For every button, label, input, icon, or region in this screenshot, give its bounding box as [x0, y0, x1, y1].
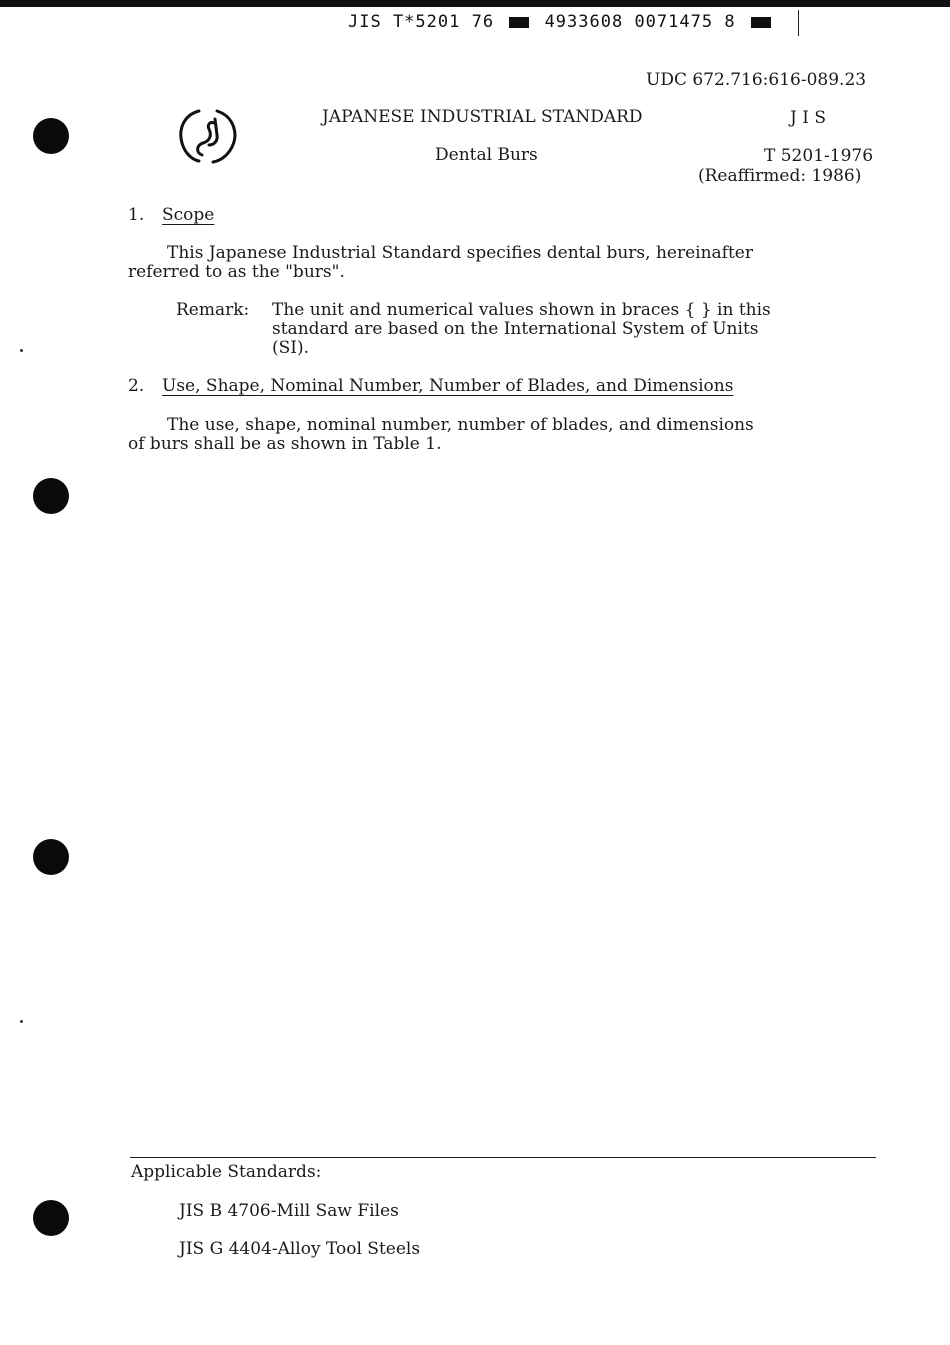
jis-label: J I S: [790, 108, 826, 128]
section-2-body-line: The use, shape, nominal number, number of blades, and dimensions: [167, 415, 754, 435]
code-strip-divider: [798, 10, 799, 36]
udc-number: UDC 672.716:616-089.23: [646, 70, 867, 90]
remark-line: standard are based on the International System of Units: [272, 319, 759, 339]
section-1-heading: Scope: [162, 205, 215, 225]
remark-line: The unit and numerical values shown in braces { } in this: [272, 300, 771, 320]
scan-speck: [20, 1020, 23, 1023]
code-part-2: 4933608 0071475 8: [544, 12, 736, 32]
remark-line: (SI).: [272, 338, 310, 358]
scan-speck: [20, 349, 23, 352]
remark-label: Remark:: [176, 300, 250, 320]
footer-divider: [130, 1157, 876, 1158]
section-1-number: 1.: [128, 205, 145, 225]
section-1-body-line: This Japanese Industrial Standard specifies dental burs, hereinafter: [167, 243, 753, 263]
punch-hole: [33, 1200, 69, 1236]
document-code-strip: [348, 12, 775, 32]
punch-hole: [33, 118, 69, 154]
punch-hole: [33, 839, 69, 875]
scan-top-edge: [0, 0, 950, 7]
punch-hole: [33, 478, 69, 514]
applicable-standard-item: JIS G 4404-Alloy Tool Steels: [179, 1239, 421, 1259]
section-1-body-line: referred to as the "burs".: [128, 262, 345, 282]
section-2-body-line: of burs shall be as shown in Table 1.: [128, 434, 442, 454]
section-2-heading: Use, Shape, Nominal Number, Number of Blades, and Dimensions: [162, 376, 734, 396]
barcode-block: [751, 17, 771, 28]
code-part-1: JIS T*5201 76: [348, 12, 495, 32]
standard-organization: JAPANESE INDUSTRIAL STANDARD: [322, 107, 643, 127]
barcode-block: [509, 17, 529, 28]
applicable-standard-item: JIS B 4706-Mill Saw Files: [179, 1201, 399, 1221]
reaffirmed-date: (Reaffirmed: 1986): [698, 166, 862, 186]
section-2-number: 2.: [128, 376, 145, 396]
standard-number: T 5201-1976: [764, 146, 874, 166]
applicable-standards-title: Applicable Standards:: [131, 1162, 322, 1182]
jis-mark-icon: [176, 107, 242, 167]
page-title: Dental Burs: [435, 145, 538, 165]
